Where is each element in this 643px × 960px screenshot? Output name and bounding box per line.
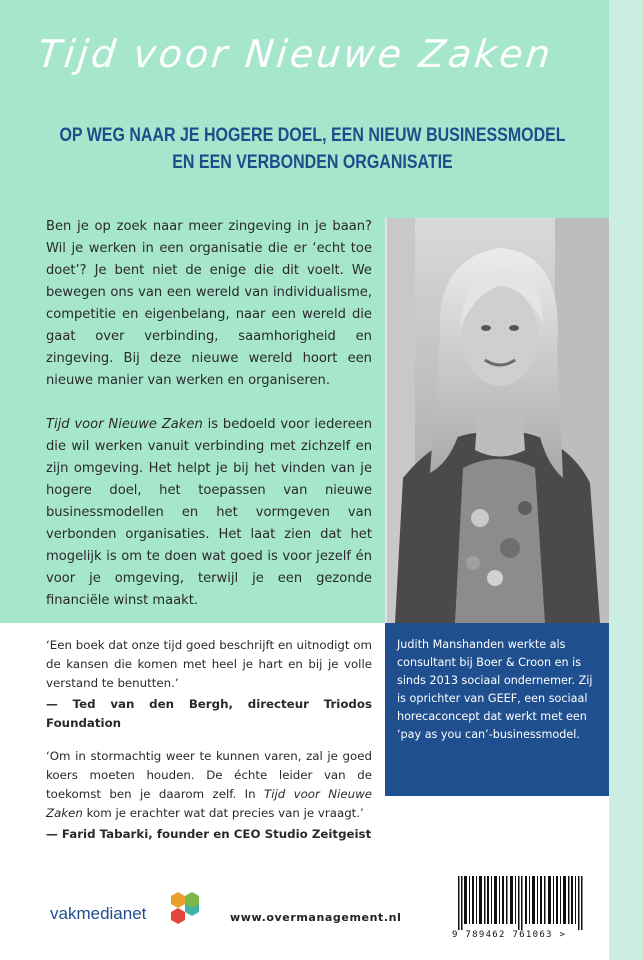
barcode-bars (452, 876, 597, 930)
isbn-number: 9 789462 761063 > (452, 930, 567, 940)
blurb-text (46, 216, 372, 634)
endorsement-2-author: — Farid Tabarki, founder en CEO Studio Zeitgeist (46, 827, 372, 841)
endorsement-2-text (46, 747, 372, 823)
endorsement-2-text-end: kom je erachter wat dat precies van je vraagt.’ (82, 806, 364, 820)
spine-strip (609, 0, 643, 960)
author-photo (385, 218, 609, 623)
website-url: www.overmanagement.nl (230, 911, 402, 924)
book-title: Tijd voor Nieuwe Zaken (35, 32, 556, 76)
endorsement-2-text-start: ‘Om in stormachtig weer te kunnen varen, zal je goed koers moeten houden. De échte leider van de toekomst ben je daarom zelf. In (46, 749, 372, 801)
blurb-paragraph-1: Ben je op zoek naar meer zingeving in je baan? Wil je werken in een organisatie die er ‘echt toe doet’? Je bent niet de enige die dit voelt. We bewegen ons van een wereld van individualisme, competitie en eigenbelang, naar een wereld die gaat over verbinding, saamhorigheid en zingeving. Bij deze nieuwe wereld hoort een nieuwe manier van werken en organiseren. (46, 219, 372, 388)
subtitle-line-2: EN EEN VERBONDEN ORGANISATIE (172, 151, 453, 173)
endorsements (46, 636, 372, 858)
author-bio-text: Judith Manshanden werkte als consultant bij Boer & Croon en is sinds 2013 sociaal ondernemer. Zij is oprichter van GEEF, een sociaal horecaconcept dat werkt met een ‘pay as you can’-businessmodel. (397, 638, 593, 741)
subtitle-line-1: OP WEG NAAR JE HOGERE DOEL, EEN NIEUW BUSINESSMODEL (59, 124, 566, 146)
book-subtitle (46, 122, 579, 176)
endorsement-1-text: ‘Een boek dat onze tijd goed beschrijft en uitnodigt om de kansen die komen met heel je hart en bij je volle verstand te benutten.’ (46, 638, 372, 690)
endorsement-2-title-italic: Tijd voor Nieuwe Zaken (46, 787, 372, 820)
author-portrait-image (385, 218, 609, 623)
author-bio-box (385, 623, 609, 796)
publisher-name: vakmedianet (50, 904, 147, 923)
endorsement-1-author: — Ted van den Bergh, directeur Triodos Foundation (46, 697, 372, 730)
blurb-paragraph-2 (46, 414, 372, 612)
blurb-title-italic: Tijd voor Nieuwe Zaken (46, 417, 203, 432)
isbn-barcode (452, 876, 597, 946)
blurb-paragraph-2-text: is bedoeld voor iedereen die wil werken vanuit verbinding met zichzelf en zijn omgeving. Het helpt je bij het vinden van je hogere doel, het toepassen van nieuwe businessmodellen en het vormgeven van verbonden organisaties. Het laat zien dat het mogelijk is om te doen wat goed is voor jezelf én voor je omgeving, terwijl je een gezonde financiële winst maakt. (46, 417, 372, 608)
hexagon-logo-icon (168, 892, 208, 926)
